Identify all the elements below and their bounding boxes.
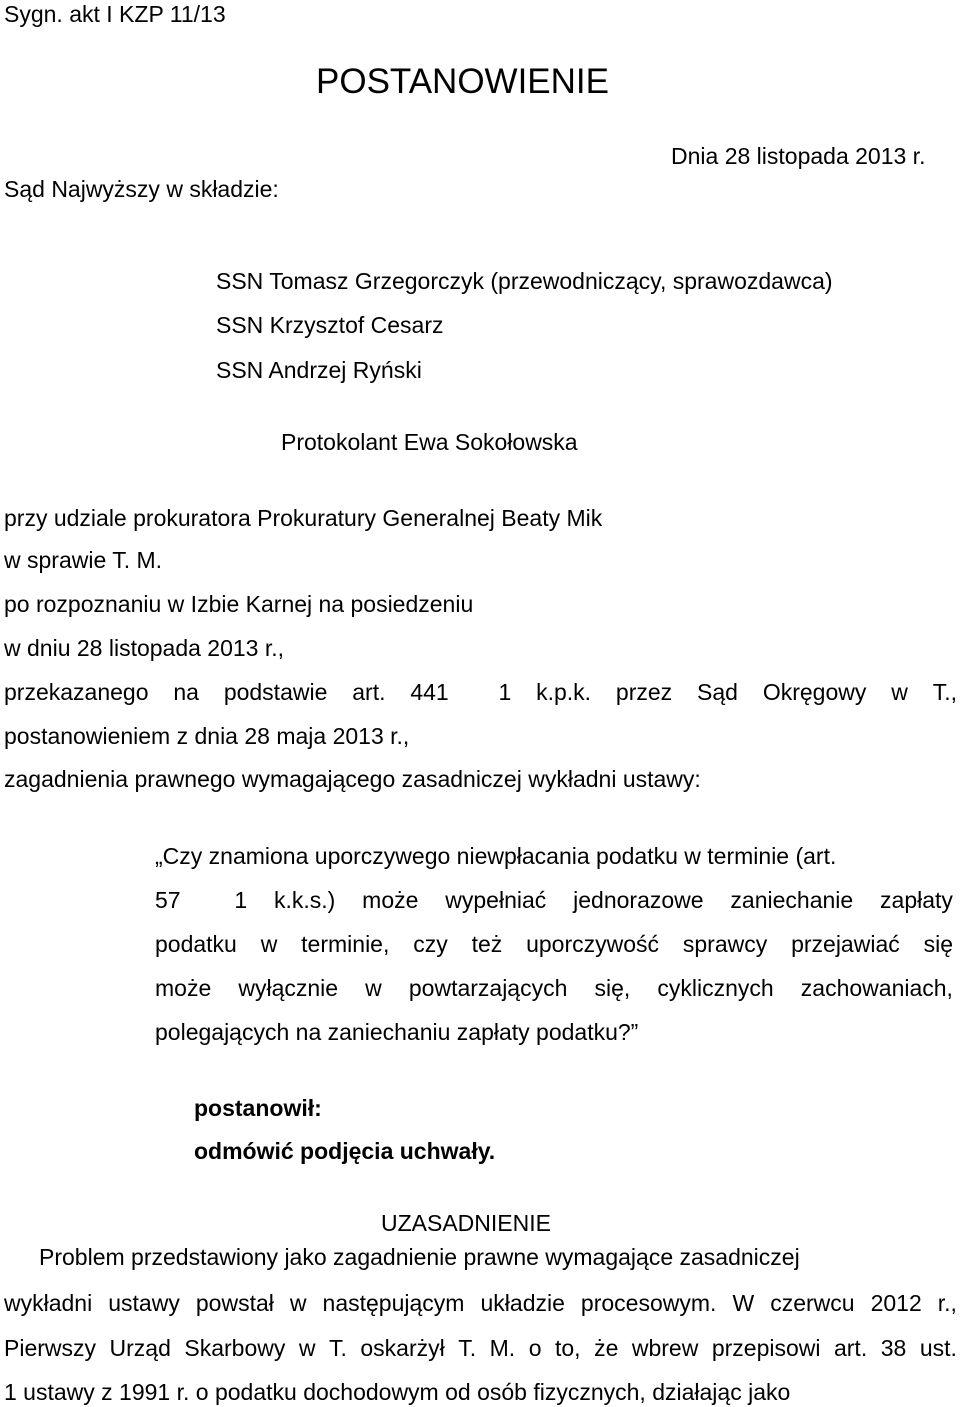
word: ustawy <box>108 1290 180 1316</box>
word: zachowaniach, <box>800 975 953 1001</box>
word: w <box>289 1290 307 1316</box>
word: procesowym. <box>580 1290 717 1316</box>
word: cyklicznych <box>657 975 774 1001</box>
word: przekazanego <box>4 679 149 705</box>
word: zaniechanie <box>730 887 854 913</box>
word: podstawie <box>223 679 328 705</box>
word: w <box>891 679 908 705</box>
word: powtarzających <box>408 975 568 1001</box>
word: T., <box>932 679 957 705</box>
justification-line-justified <box>4 1334 957 1362</box>
word: k.p.k. <box>536 679 592 705</box>
legal-question-line: „Czy znamiona uporczywego niewpłacania podatku w terminie (art. <box>155 843 837 869</box>
court-clerk: Protokolant Ewa Sokołowska <box>281 429 578 455</box>
legal-question-line-justified <box>155 930 953 958</box>
legal-question-line-justified <box>155 974 953 1002</box>
word: Okręgowy <box>762 679 867 705</box>
word: T. <box>458 1335 477 1361</box>
word: się <box>923 931 953 957</box>
justification-line: 1 ustawy z 1991 r. o podatku dochodowym od osób fizycznych, działając jako <box>4 1379 791 1405</box>
body-line: w sprawie T. M. <box>4 547 163 573</box>
decision-label: postanowił: <box>194 1095 322 1121</box>
word: Urząd <box>109 1335 171 1361</box>
word: czerwcu <box>770 1290 855 1316</box>
word: 38 <box>880 1335 907 1361</box>
word: Skarbowy <box>184 1335 286 1361</box>
justification-heading: UZASADNIENIE <box>381 1210 551 1236</box>
word: w <box>298 1335 316 1361</box>
justification-line-justified <box>4 1289 957 1317</box>
word: układzie <box>480 1290 565 1316</box>
body-line: zagadnienia prawnego wymagającego zasadniczej wykładni ustawy: <box>4 766 701 792</box>
body-line: przy udziale prokuratora Prokuratury Generalnej Beaty Mik <box>4 505 603 531</box>
word: W <box>732 1290 755 1316</box>
word: 441 <box>410 679 449 705</box>
word: o <box>528 1335 542 1361</box>
word: w <box>365 975 382 1001</box>
word: powstał <box>195 1290 274 1316</box>
word: oskarżył <box>360 1335 445 1361</box>
word: 2012 <box>870 1290 922 1316</box>
word: na <box>173 679 199 705</box>
word: T. <box>328 1335 347 1361</box>
judge-member: SSN Krzysztof Cesarz <box>216 312 444 338</box>
word: r., <box>937 1290 957 1316</box>
word: ust. <box>919 1335 957 1361</box>
decision-date: Dnia 28 listopada 2013 r. <box>671 143 926 169</box>
body-line: po rozpoznaniu w Izbie Karnej na posiedzeniu <box>4 591 474 617</box>
word: przez <box>615 679 673 705</box>
word: uporczywość <box>526 931 660 957</box>
word: M. <box>489 1335 516 1361</box>
court-composition-label: Sąd Najwyższy w składzie: <box>4 176 279 202</box>
word: podatku <box>155 931 237 957</box>
word: przejawiać <box>791 931 900 957</box>
word: następującym <box>322 1290 465 1316</box>
word: też <box>471 931 503 957</box>
justification-line: Problem przedstawiony jako zagadnienie prawne wymagające zasadniczej <box>39 1244 800 1270</box>
word: k.k.s.) <box>273 887 336 913</box>
word: 57 <box>155 887 181 913</box>
word: się, <box>594 975 631 1001</box>
word: że <box>594 1335 619 1361</box>
case-signature: Sygn. akt I KZP 11/13 <box>4 1 226 27</box>
body-line: postanowieniem z dnia 28 maja 2013 r., <box>4 723 410 749</box>
word: może <box>155 975 212 1001</box>
word: jednorazowe <box>573 887 704 913</box>
judge-presiding: SSN Tomasz Grzegorczyk (przewodniczący, sprawozdawca) <box>216 268 833 294</box>
word: 1 <box>498 679 512 705</box>
word: terminie, <box>301 931 390 957</box>
word: art. <box>352 679 386 705</box>
word: może <box>362 887 419 913</box>
document-title: POSTANOWIENIE <box>316 62 609 101</box>
word: Pierwszy <box>4 1335 97 1361</box>
legal-question-line-justified <box>155 886 953 914</box>
word: wbrew <box>631 1335 699 1361</box>
word: przepisowi <box>711 1335 821 1361</box>
word: Sąd <box>697 679 738 705</box>
word: wypełniać <box>445 887 547 913</box>
legal-question-line: polegających na zaniechaniu zapłaty podatku?” <box>155 1019 639 1045</box>
word: art. <box>833 1335 868 1361</box>
word: czy <box>413 931 448 957</box>
word: w <box>260 931 278 957</box>
word: wykładni <box>4 1290 93 1316</box>
judge-member: SSN Andrzej Ryński <box>216 357 422 383</box>
word: zapłaty <box>880 887 953 913</box>
body-line: w dniu 28 listopada 2013 r., <box>4 635 285 661</box>
body-line-justified <box>4 678 957 706</box>
word: 1 <box>234 887 248 913</box>
decision-text: odmówić podjęcia uchwały. <box>194 1138 496 1164</box>
word: to, <box>554 1335 581 1361</box>
word: sprawcy <box>682 931 768 957</box>
word: wyłącznie <box>238 975 339 1001</box>
